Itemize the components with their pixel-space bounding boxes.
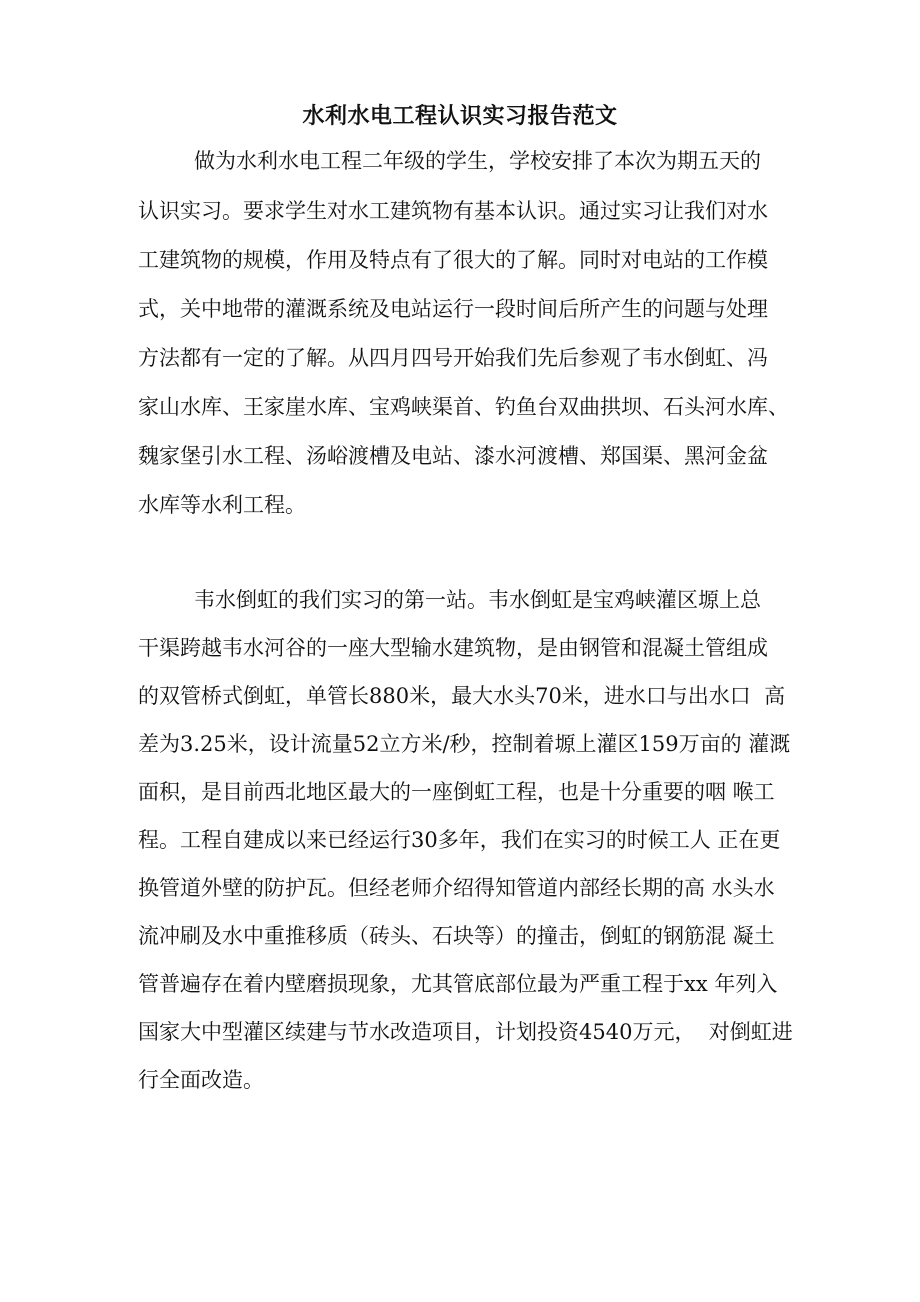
paragraph-1-line-2: 认识实习。要求学生对水工建筑物有基本认识。通过实习让我们对水 — [138, 199, 768, 223]
paragraph-1-line-3: 工建筑物的规模，作用及特点有了很大的了解。同时对电站的工作模 — [138, 248, 768, 272]
paragraph-2-line-8: 流冲刷及水中重推移质（砖头、石块等）的撞击，倒虹的钢筋混 凝土 — [138, 924, 775, 948]
paragraph-2-line-2: 干渠跨越韦水河谷的一座大型输水建筑物，是由钢管和混凝土管组成 — [138, 636, 768, 660]
paragraph-2-line-1: 韦水倒虹的我们实习的第一站。韦水倒虹是宝鸡峡灌区塬上总 — [194, 588, 761, 612]
paragraph-2-line-10: 国家大中型灌区续建与节水改造项目，计划投资4540万元， 对倒虹进 — [138, 1020, 793, 1044]
paragraph-2-line-11: 行全面改造。 — [138, 1068, 264, 1092]
paragraph-1-line-5: 方法都有一定的了解。从四月四号开始我们先后参观了韦水倒虹、冯 — [138, 346, 768, 370]
paragraph-2-line-5: 面积，是目前西北地区最大的一座倒虹工程，也是十分重要的咽 喉工 — [138, 780, 775, 804]
paragraph-1-line-4: 式，关中地带的灌溉系统及电站运行一段时间后所产生的问题与处理 — [138, 297, 768, 321]
paragraph-1-line-1: 做为水利水电工程二年级的学生，学校安排了本次为期五天的 — [194, 149, 761, 173]
paragraph-2-line-9: 管普遍存在着内壁磨损现象，尤其管底部位最为严重工程于xx 年列入 — [138, 972, 778, 996]
paragraph-1-line-8: 水库等水利工程。 — [138, 493, 306, 517]
paragraph-2-line-6: 程。工程自建成以来已经运行30多年，我们在实习的时候工人 正在更 — [138, 828, 781, 852]
document-title: 水利水电工程认识实习报告范文 — [302, 103, 618, 129]
paragraph-2-line-3: 的双管桥式倒虹，单管长880米，最大水头70米，进水口与出水口 高 — [138, 684, 786, 708]
paragraph-1-line-7: 魏家堡引水工程、汤峪渡槽及电站、漆水河渡槽、郑国渠、黑河金盆 — [138, 444, 768, 468]
paragraph-2-line-4: 差为3.25米，设计流量52立方米/秒，控制着塬上灌区159万亩的 灌溉 — [138, 732, 791, 756]
paragraph-2-line-7: 换管道外壁的防护瓦。但经老师介绍得知管道内部经长期的高 水头水 — [138, 876, 775, 900]
paragraph-1-line-6: 家山水库、王家崖水库、宝鸡峡渠首、钓鱼台双曲拱坝、石头河水库、 — [138, 395, 789, 419]
